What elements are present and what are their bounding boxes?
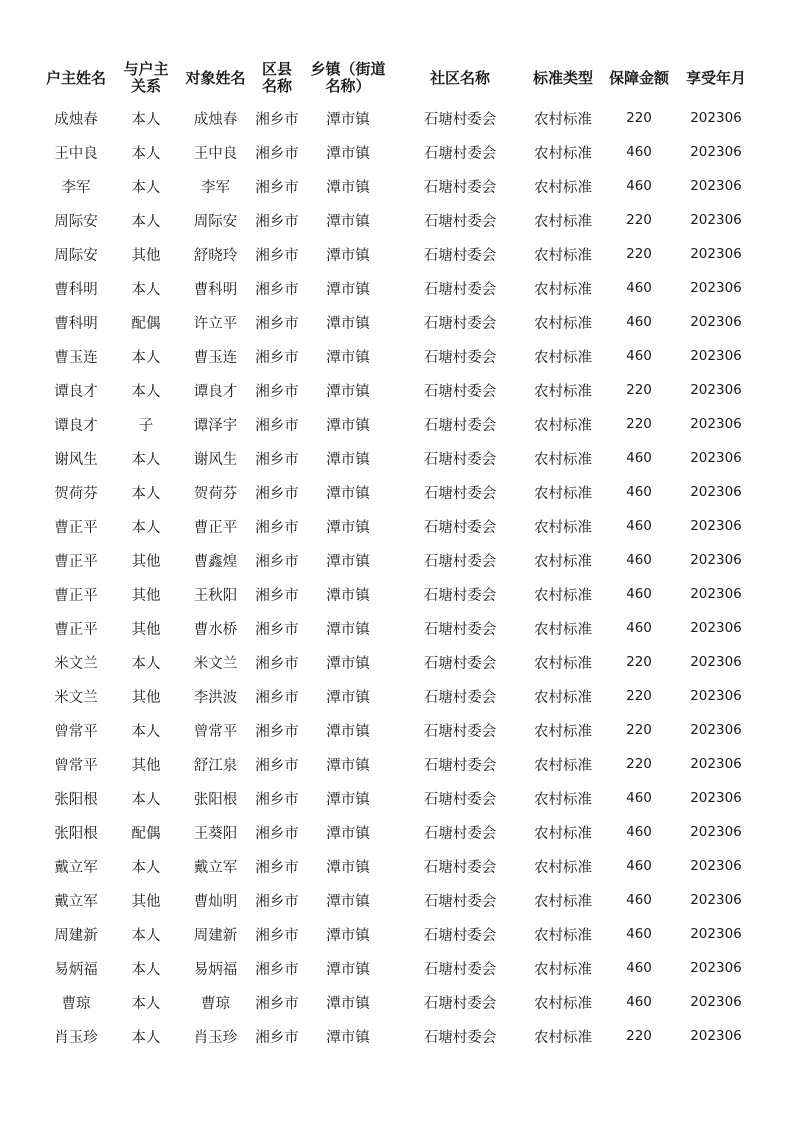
cell-recipient-name: 舒晓玲 [193,247,238,264]
table-row [0,611,793,645]
cell-township: 潭市镇 [326,757,370,774]
cell-household-head-name: 曹科明 [54,315,98,332]
cell-period: 202306 [690,926,742,942]
cell-period: 202306 [690,586,742,602]
cell-county: 湘乡市 [255,519,299,536]
header-amount: 保障金额 [608,68,669,87]
cell-community: 石塘村委会 [423,179,497,196]
cell-household-head-name: 易炳福 [54,961,98,978]
cell-recipient-name: 曹鑫煌 [193,553,238,570]
cell-standard-type: 农村标准 [534,111,592,128]
cell-period: 202306 [690,994,742,1010]
cell-recipient-name: 王中良 [193,145,238,162]
cell-relationship: 本人 [131,723,161,740]
cell-standard-type: 农村标准 [534,247,592,264]
cell-period: 202306 [690,756,742,772]
cell-community: 石塘村委会 [423,689,497,706]
cell-recipient-name: 曾常平 [193,723,238,740]
cell-community: 石塘村委会 [423,757,497,774]
cell-county: 湘乡市 [255,893,299,910]
cell-relationship: 本人 [131,961,161,978]
cell-community: 石塘村委会 [423,621,497,638]
cell-amount: 220 [626,688,652,704]
cell-township: 潭市镇 [326,1029,370,1046]
cell-standard-type: 农村标准 [534,893,592,910]
cell-community: 石塘村委会 [423,995,497,1012]
cell-community: 石塘村委会 [423,315,497,332]
cell-household-head-name: 张阳根 [54,825,98,842]
cell-standard-type: 农村标准 [534,553,592,570]
cell-amount: 460 [626,314,652,330]
cell-amount: 460 [626,586,652,602]
cell-amount: 460 [626,450,652,466]
cell-period: 202306 [690,484,742,500]
cell-relationship: 其他 [131,621,161,638]
cell-community: 石塘村委会 [423,451,497,468]
header-household-head-name: 户主姓名 [45,68,106,87]
cell-household-head-name: 曹正平 [54,519,98,536]
cell-relationship: 本人 [131,383,161,400]
cell-standard-type: 农村标准 [534,485,592,502]
cell-recipient-name: 曹正平 [193,519,238,536]
cell-community: 石塘村委会 [423,927,497,944]
cell-township: 潭市镇 [326,145,370,162]
header-relationship: 与户主 关系 [123,60,169,95]
cell-recipient-name: 成烛春 [193,111,238,128]
cell-household-head-name: 周际安 [54,213,98,230]
cell-community: 石塘村委会 [423,1029,497,1046]
table-row [0,373,793,407]
table-row [0,475,793,509]
cell-household-head-name: 张阳根 [54,791,98,808]
table-row [0,271,793,305]
cell-standard-type: 农村标准 [534,417,592,434]
cell-county: 湘乡市 [255,213,299,230]
cell-relationship: 本人 [131,145,161,162]
cell-relationship: 本人 [131,451,161,468]
cell-household-head-name: 曹正平 [54,621,98,638]
cell-recipient-name: 周建新 [193,927,238,944]
cell-household-head-name: 谭良才 [54,383,98,400]
cell-household-head-name: 肖玉珍 [54,1029,98,1046]
cell-relationship: 其他 [131,893,161,910]
cell-amount: 220 [626,756,652,772]
cell-standard-type: 农村标准 [534,859,592,876]
table-row [0,713,793,747]
cell-community: 石塘村委会 [423,587,497,604]
cell-township: 潭市镇 [326,621,370,638]
table-row [0,815,793,849]
cell-township: 潭市镇 [326,281,370,298]
cell-county: 湘乡市 [255,145,299,162]
cell-household-head-name: 周建新 [54,927,98,944]
cell-household-head-name: 曹琼 [61,995,91,1012]
cell-standard-type: 农村标准 [534,961,592,978]
table-row [0,407,793,441]
cell-relationship: 本人 [131,111,161,128]
cell-relationship: 其他 [131,689,161,706]
cell-standard-type: 农村标准 [534,757,592,774]
cell-recipient-name: 王秋阳 [193,587,238,604]
table-row [0,577,793,611]
cell-amount: 460 [626,994,652,1010]
cell-period: 202306 [690,110,742,126]
cell-period: 202306 [690,178,742,194]
table-header [0,58,793,98]
cell-township: 潭市镇 [326,213,370,230]
cell-county: 湘乡市 [255,791,299,808]
cell-township: 潭市镇 [326,689,370,706]
cell-period: 202306 [690,416,742,432]
cell-county: 湘乡市 [255,315,299,332]
cell-township: 潭市镇 [326,451,370,468]
cell-county: 湘乡市 [255,655,299,672]
cell-standard-type: 农村标准 [534,315,592,332]
cell-amount: 460 [626,892,652,908]
cell-period: 202306 [690,654,742,670]
cell-county: 湘乡市 [255,349,299,366]
cell-standard-type: 农村标准 [534,655,592,672]
table-row [0,781,793,815]
cell-community: 石塘村委会 [423,961,497,978]
cell-standard-type: 农村标准 [534,349,592,366]
cell-township: 潭市镇 [326,791,370,808]
cell-township: 潭市镇 [326,961,370,978]
cell-relationship: 本人 [131,349,161,366]
cell-period: 202306 [690,314,742,330]
cell-county: 湘乡市 [255,451,299,468]
table-row [0,135,793,169]
cell-standard-type: 农村标准 [534,825,592,842]
cell-recipient-name: 张阳根 [193,791,238,808]
cell-household-head-name: 贺荷芬 [54,485,98,502]
cell-household-head-name: 米文兰 [54,689,98,706]
cell-community: 石塘村委会 [423,485,497,502]
cell-household-head-name: 曹科明 [54,281,98,298]
table-row [0,509,793,543]
table-row [0,645,793,679]
table-row [0,339,793,373]
cell-amount: 460 [626,858,652,874]
cell-standard-type: 农村标准 [534,927,592,944]
cell-relationship: 其他 [131,553,161,570]
cell-township: 潭市镇 [326,247,370,264]
cell-township: 潭市镇 [326,349,370,366]
cell-county: 湘乡市 [255,825,299,842]
cell-amount: 460 [626,518,652,534]
cell-amount: 220 [626,416,652,432]
cell-period: 202306 [690,790,742,806]
cell-county: 湘乡市 [255,553,299,570]
cell-period: 202306 [690,348,742,364]
cell-amount: 460 [626,348,652,364]
cell-recipient-name: 舒江泉 [193,757,238,774]
cell-amount: 460 [626,552,652,568]
cell-county: 湘乡市 [255,927,299,944]
cell-township: 潭市镇 [326,995,370,1012]
cell-household-head-name: 谭良才 [54,417,98,434]
cell-township: 潭市镇 [326,553,370,570]
cell-recipient-name: 曹玉连 [193,349,238,366]
cell-community: 石塘村委会 [423,111,497,128]
cell-recipient-name: 戴立军 [193,859,238,876]
cell-community: 石塘村委会 [423,893,497,910]
cell-household-head-name: 戴立军 [54,859,98,876]
table-row [0,951,793,985]
cell-amount: 460 [626,280,652,296]
cell-period: 202306 [690,960,742,976]
cell-period: 202306 [690,518,742,534]
cell-period: 202306 [690,552,742,568]
table-row [0,101,793,135]
cell-period: 202306 [690,824,742,840]
cell-community: 石塘村委会 [423,281,497,298]
cell-amount: 460 [626,144,652,160]
cell-county: 湘乡市 [255,179,299,196]
cell-household-head-name: 曹玉连 [54,349,98,366]
table-row [0,305,793,339]
cell-recipient-name: 谢风生 [193,451,238,468]
cell-household-head-name: 李军 [61,179,91,196]
cell-period: 202306 [690,246,742,262]
cell-standard-type: 农村标准 [534,179,592,196]
header-county: 区县 名称 [261,60,292,95]
cell-relationship: 本人 [131,485,161,502]
cell-community: 石塘村委会 [423,417,497,434]
cell-relationship: 其他 [131,757,161,774]
cell-community: 石塘村委会 [423,553,497,570]
cell-household-head-name: 米文兰 [54,655,98,672]
cell-relationship: 其他 [131,587,161,604]
cell-standard-type: 农村标准 [534,383,592,400]
cell-community: 石塘村委会 [423,247,497,264]
cell-recipient-name: 周际安 [193,213,238,230]
cell-county: 湘乡市 [255,1029,299,1046]
cell-household-head-name: 曾常平 [54,723,98,740]
cell-community: 石塘村委会 [423,519,497,536]
cell-amount: 460 [626,484,652,500]
cell-relationship: 本人 [131,519,161,536]
cell-amount: 220 [626,1028,652,1044]
cell-community: 石塘村委会 [423,349,497,366]
cell-standard-type: 农村标准 [534,587,592,604]
cell-township: 潭市镇 [326,417,370,434]
table-row [0,543,793,577]
cell-period: 202306 [690,722,742,738]
cell-county: 湘乡市 [255,757,299,774]
table-row [0,679,793,713]
cell-township: 潭市镇 [326,893,370,910]
cell-amount: 460 [626,926,652,942]
cell-period: 202306 [690,858,742,874]
cell-community: 石塘村委会 [423,383,497,400]
cell-community: 石塘村委会 [423,825,497,842]
cell-relationship: 本人 [131,1029,161,1046]
cell-amount: 220 [626,110,652,126]
cell-amount: 460 [626,960,652,976]
cell-township: 潭市镇 [326,587,370,604]
table-body [0,101,793,1053]
cell-amount: 460 [626,178,652,194]
table-row [0,237,793,271]
cell-standard-type: 农村标准 [534,1029,592,1046]
cell-standard-type: 农村标准 [534,621,592,638]
table-row [0,985,793,1019]
cell-recipient-name: 谭泽宇 [193,417,238,434]
cell-county: 湘乡市 [255,621,299,638]
table-row [0,1019,793,1053]
cell-township: 潭市镇 [326,859,370,876]
cell-community: 石塘村委会 [423,859,497,876]
cell-household-head-name: 戴立军 [54,893,98,910]
cell-township: 潭市镇 [326,179,370,196]
cell-standard-type: 农村标准 [534,723,592,740]
cell-recipient-name: 王葵阳 [193,825,238,842]
cell-township: 潭市镇 [326,723,370,740]
table-row [0,441,793,475]
cell-period: 202306 [690,144,742,160]
table-row [0,203,793,237]
cell-standard-type: 农村标准 [534,689,592,706]
cell-relationship: 本人 [131,859,161,876]
cell-county: 湘乡市 [255,417,299,434]
cell-relationship: 本人 [131,791,161,808]
cell-standard-type: 农村标准 [534,281,592,298]
cell-county: 湘乡市 [255,383,299,400]
cell-recipient-name: 曹水桥 [193,621,238,638]
cell-township: 潭市镇 [326,383,370,400]
cell-household-head-name: 王中良 [54,145,98,162]
cell-county: 湘乡市 [255,281,299,298]
cell-township: 潭市镇 [326,111,370,128]
cell-recipient-name: 曹灿明 [193,893,238,910]
cell-period: 202306 [690,212,742,228]
cell-standard-type: 农村标准 [534,145,592,162]
cell-county: 湘乡市 [255,689,299,706]
cell-period: 202306 [690,688,742,704]
cell-community: 石塘村委会 [423,213,497,230]
cell-community: 石塘村委会 [423,655,497,672]
cell-township: 潭市镇 [326,485,370,502]
cell-amount: 220 [626,654,652,670]
cell-recipient-name: 曹科明 [193,281,238,298]
cell-amount: 220 [626,382,652,398]
cell-amount: 460 [626,824,652,840]
header-standard-type: 标准类型 [532,68,593,87]
cell-period: 202306 [690,450,742,466]
cell-recipient-name: 肖玉珍 [193,1029,238,1046]
cell-county: 湘乡市 [255,723,299,740]
cell-household-head-name: 曹正平 [54,587,98,604]
cell-household-head-name: 谢风生 [54,451,98,468]
cell-relationship: 本人 [131,995,161,1012]
cell-recipient-name: 许立平 [193,315,238,332]
cell-amount: 220 [626,722,652,738]
cell-county: 湘乡市 [255,995,299,1012]
cell-period: 202306 [690,382,742,398]
cell-amount: 460 [626,790,652,806]
cell-amount: 220 [626,246,652,262]
header-community: 社区名称 [429,68,490,87]
table-row [0,747,793,781]
cell-relationship: 其他 [131,247,161,264]
cell-recipient-name: 米文兰 [193,655,238,672]
cell-township: 潭市镇 [326,315,370,332]
cell-recipient-name: 谭良才 [193,383,238,400]
header-township: 乡镇（街道 名称） [310,60,386,95]
table-row [0,849,793,883]
header-recipient-name: 对象姓名 [185,68,246,87]
table-row [0,917,793,951]
cell-relationship: 本人 [131,213,161,230]
cell-county: 湘乡市 [255,859,299,876]
cell-amount: 460 [626,620,652,636]
cell-household-head-name: 周际安 [54,247,98,264]
cell-community: 石塘村委会 [423,145,497,162]
cell-standard-type: 农村标准 [534,995,592,1012]
cell-standard-type: 农村标准 [534,791,592,808]
cell-recipient-name: 李军 [201,179,230,196]
cell-period: 202306 [690,280,742,296]
cell-household-head-name: 曹正平 [54,553,98,570]
cell-township: 潭市镇 [326,519,370,536]
cell-relationship: 子 [138,417,154,434]
cell-community: 石塘村委会 [423,791,497,808]
cell-county: 湘乡市 [255,485,299,502]
cell-county: 湘乡市 [255,247,299,264]
header-period: 享受年月 [685,68,746,87]
cell-recipient-name: 贺荷芬 [193,485,238,502]
cell-county: 湘乡市 [255,587,299,604]
table-row [0,883,793,917]
cell-standard-type: 农村标准 [534,451,592,468]
table-row [0,169,793,203]
cell-amount: 220 [626,212,652,228]
cell-period: 202306 [690,620,742,636]
cell-county: 湘乡市 [255,961,299,978]
cell-relationship: 本人 [131,927,161,944]
cell-household-head-name: 成烛春 [54,111,98,128]
cell-community: 石塘村委会 [423,723,497,740]
cell-recipient-name: 曹琼 [201,995,230,1012]
cell-standard-type: 农村标准 [534,519,592,536]
cell-township: 潭市镇 [326,927,370,944]
cell-period: 202306 [690,892,742,908]
cell-relationship: 本人 [131,179,161,196]
cell-relationship: 配偶 [131,315,161,332]
cell-relationship: 本人 [131,655,161,672]
cell-recipient-name: 李洪波 [193,689,238,706]
cell-standard-type: 农村标准 [534,213,592,230]
cell-period: 202306 [690,1028,742,1044]
cell-relationship: 本人 [131,281,161,298]
cell-county: 湘乡市 [255,111,299,128]
cell-household-head-name: 曾常平 [54,757,98,774]
cell-township: 潭市镇 [326,655,370,672]
cell-recipient-name: 易炳福 [193,961,238,978]
cell-relationship: 配偶 [131,825,161,842]
cell-township: 潭市镇 [326,825,370,842]
